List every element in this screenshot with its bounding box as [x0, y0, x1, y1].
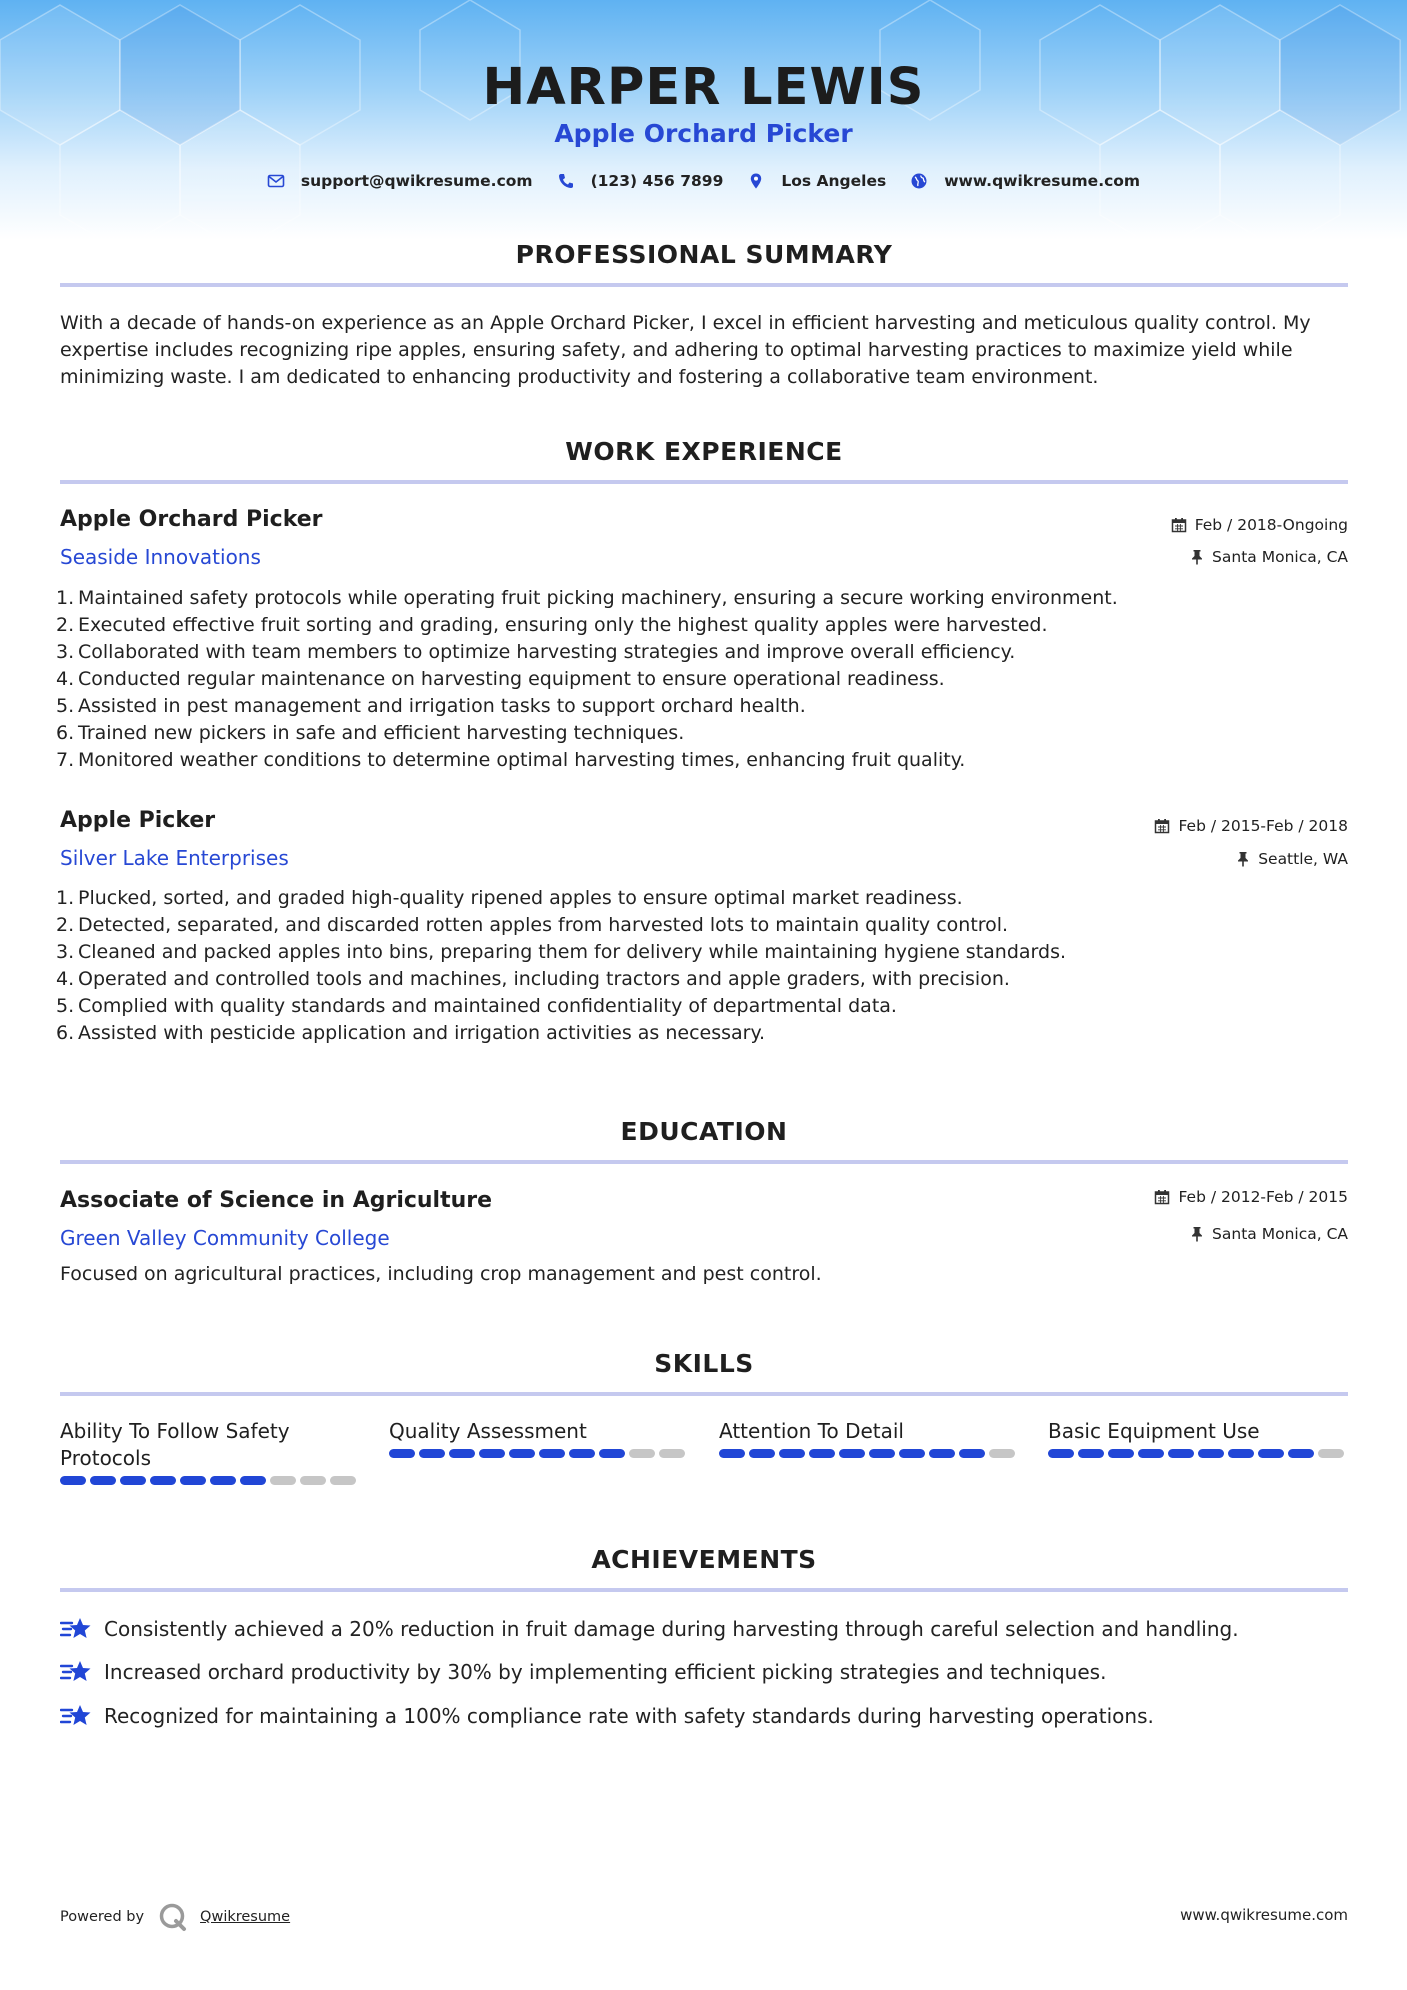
skill-segment-filled	[479, 1449, 505, 1458]
job-dates-text: Feb / 2018-Ongoing	[1194, 516, 1348, 534]
job-company: Silver Lake Enterprises	[60, 846, 289, 870]
star-award-icon	[60, 1658, 92, 1686]
list-item: 5. Assisted in pest management and irrigation tasks to support orchard health.	[56, 695, 806, 717]
skill-item	[389, 1418, 689, 1458]
skill-segment-filled	[60, 1476, 86, 1485]
list-item: 5. Complied with quality standards and maintained confidentiality of departmental data.	[56, 995, 897, 1017]
skill-segment-filled	[899, 1449, 925, 1458]
skill-segment-empty	[270, 1476, 296, 1485]
skill-segment-filled	[719, 1449, 745, 1458]
skill-segment-empty	[300, 1476, 326, 1485]
skill-segment-filled	[839, 1449, 865, 1458]
skill-segment-filled	[779, 1449, 805, 1458]
skill-segment-filled	[749, 1449, 775, 1458]
skill-segment-empty	[989, 1449, 1015, 1458]
phone-icon	[557, 172, 575, 190]
skill-item	[719, 1418, 1019, 1458]
pushpin-icon	[1236, 851, 1250, 867]
skill-segment-filled	[539, 1449, 565, 1458]
skill-segment-empty	[659, 1449, 685, 1458]
contact-website[interactable]	[910, 172, 1140, 190]
experience-heading: WORK EXPERIENCE	[565, 437, 843, 466]
skill-item	[60, 1418, 360, 1485]
job-title: Apple Picker	[60, 808, 216, 833]
skill-segment-filled	[449, 1449, 475, 1458]
education-heading: EDUCATION	[620, 1117, 788, 1146]
summary-line: With a decade of hands-on experience as an Apple Orchard Picker, I excel in efficient harvesting and meticulous quality control. My	[60, 312, 1311, 334]
contact-location-text: Los Angeles	[781, 172, 887, 190]
footer-website[interactable]: www.qwikresume.com	[1180, 1906, 1348, 1924]
qwikresume-logo-icon	[158, 1902, 188, 1932]
skill-segment-filled	[240, 1476, 266, 1485]
skill-segment-filled	[1138, 1449, 1164, 1458]
list-item: 2. Executed effective fruit sorting and grading, ensuring only the highest quality apples were harvested.	[56, 614, 1048, 636]
job-dates	[1171, 516, 1348, 534]
skill-segment-filled	[599, 1449, 625, 1458]
star-award-icon	[60, 1702, 92, 1730]
calendar-icon	[1154, 818, 1170, 834]
contact-phone-text: (123) 456 7899	[590, 172, 724, 190]
skills-divider	[60, 1392, 1348, 1396]
skill-segment-filled	[1198, 1449, 1224, 1458]
education-description: Focused on agricultural practices, including crop management and pest control.	[60, 1263, 822, 1285]
skill-segment-filled	[419, 1449, 445, 1458]
skill-segment-filled	[1168, 1449, 1194, 1458]
summary-divider	[60, 283, 1348, 287]
list-item: 6. Assisted with pesticide application and irrigation activities as necessary.	[56, 1022, 766, 1044]
skill-segment-filled	[929, 1449, 955, 1458]
achievement-item	[60, 1702, 1154, 1730]
skill-label: Ability To Follow Safety Protocols	[60, 1419, 290, 1470]
skill-segment-empty	[330, 1476, 356, 1485]
star-award-icon	[60, 1615, 92, 1643]
contact-bar	[0, 172, 1407, 190]
list-item: 6. Trained new pickers in safe and efficient harvesting techniques.	[56, 722, 685, 744]
skill-segment-filled	[1078, 1449, 1104, 1458]
education-degree: Associate of Science in Agriculture	[60, 1188, 493, 1213]
list-item: 1. Plucked, sorted, and graded high-quality ripened apples to ensure optimal market readiness.	[56, 887, 963, 909]
skill-segment-filled	[150, 1476, 176, 1485]
achievement-text: Recognized for maintaining a 100% compliance rate with safety standards during harvesting operations.	[104, 1704, 1154, 1728]
experience-divider	[60, 480, 1348, 484]
skill-rating-bar	[60, 1476, 360, 1485]
skill-segment-filled	[389, 1449, 415, 1458]
education-dates	[1154, 1188, 1348, 1206]
calendar-icon	[1171, 517, 1187, 533]
job-location-text: Santa Monica, CA	[1212, 548, 1348, 566]
skill-segment-empty	[1318, 1449, 1344, 1458]
skills-heading: SKILLS	[654, 1349, 754, 1378]
skill-segment-filled	[1108, 1449, 1134, 1458]
candidate-role: Apple Orchard Picker	[554, 119, 853, 148]
job-location	[1190, 548, 1348, 566]
list-item: 1. Maintained safety protocols while operating fruit picking machinery, ensuring a secure working environment.	[56, 587, 1118, 609]
job-responsibilities	[56, 585, 1336, 774]
skill-item	[1048, 1418, 1348, 1458]
contact-website-text: www.qwikresume.com	[944, 172, 1141, 190]
list-item: 4. Operated and controlled tools and machines, including tractors and apple graders, with precision.	[56, 968, 1010, 990]
education-school: Green Valley Community College	[60, 1226, 390, 1250]
list-item: 3. Cleaned and packed apples into bins, preparing them for delivery while maintaining hygiene standards.	[56, 941, 1067, 963]
job-title: Apple Orchard Picker	[60, 507, 323, 532]
pushpin-icon	[1190, 1226, 1204, 1242]
skill-segment-filled	[959, 1449, 985, 1458]
map-pin-icon	[747, 172, 765, 190]
candidate-name: HARPER LEWIS	[482, 58, 925, 117]
summary-text	[60, 310, 1350, 391]
skill-segment-filled	[180, 1476, 206, 1485]
pushpin-icon	[1190, 549, 1204, 565]
footer-powered-by	[60, 1902, 290, 1932]
list-item: 2. Detected, separated, and discarded rotten apples from harvested lots to maintain quality control.	[56, 914, 1009, 936]
contact-email-text: support@qwikresume.com	[300, 172, 533, 190]
job-location	[1236, 850, 1348, 868]
list-item: 4. Conducted regular maintenance on harvesting equipment to ensure operational readiness.	[56, 668, 945, 690]
achievements-heading: ACHIEVEMENTS	[591, 1545, 817, 1574]
envelope-icon	[267, 172, 285, 190]
summary-line: minimizing waste. I am dedicated to enhancing productivity and fostering a collaborative team environment.	[60, 366, 1099, 388]
skill-segment-filled	[509, 1449, 535, 1458]
achievements-divider	[60, 1588, 1348, 1592]
contact-email[interactable]	[267, 172, 533, 190]
achievement-text: Consistently achieved a 20% reduction in fruit damage during harvesting through careful selection and handling.	[104, 1617, 1239, 1641]
skill-label: Quality Assessment	[389, 1419, 587, 1443]
skill-label: Attention To Detail	[719, 1419, 904, 1443]
skill-segment-filled	[1228, 1449, 1254, 1458]
achievement-item	[60, 1658, 1106, 1686]
education-dates-text: Feb / 2012-Feb / 2015	[1178, 1188, 1348, 1206]
skill-rating-bar	[1048, 1449, 1348, 1458]
skill-label: Basic Equipment Use	[1048, 1419, 1260, 1443]
summary-heading: PROFESSIONAL SUMMARY	[515, 240, 893, 269]
skill-segment-filled	[569, 1449, 595, 1458]
achievement-item	[60, 1615, 1239, 1643]
skill-segment-filled	[1258, 1449, 1284, 1458]
list-item: 3. Collaborated with team members to optimize harvesting strategies and improve overall efficiency.	[56, 641, 1016, 663]
qwikresume-link[interactable]: Qwikresume	[200, 1909, 291, 1925]
summary-line: expertise includes recognizing ripe apples, ensuring safety, and adhering to optimal harvesting practices to maximize yield while	[60, 339, 1293, 361]
job-dates-text: Feb / 2015-Feb / 2018	[1178, 817, 1348, 835]
skill-segment-empty	[629, 1449, 655, 1458]
education-divider	[60, 1160, 1348, 1164]
job-location-text: Seattle, WA	[1258, 850, 1348, 868]
contact-location	[747, 172, 886, 190]
job-company: Seaside Innovations	[60, 545, 261, 569]
powered-by-label: Powered by	[60, 1909, 145, 1925]
education-location-text: Santa Monica, CA	[1212, 1225, 1348, 1243]
skill-rating-bar	[389, 1449, 689, 1458]
skill-segment-filled	[809, 1449, 835, 1458]
list-item: 7. Monitored weather conditions to determine optimal harvesting times, enhancing fruit quality.	[56, 749, 966, 771]
contact-phone[interactable]	[557, 172, 724, 190]
globe-icon	[910, 172, 928, 190]
skill-segment-filled	[210, 1476, 236, 1485]
skill-segment-filled	[1288, 1449, 1314, 1458]
skill-rating-bar	[719, 1449, 1019, 1458]
achievement-text: Increased orchard productivity by 30% by implementing efficient picking strategies and techniques.	[104, 1660, 1107, 1684]
skill-segment-filled	[1048, 1449, 1074, 1458]
job-dates	[1154, 817, 1348, 835]
skill-segment-filled	[120, 1476, 146, 1485]
education-location	[1190, 1225, 1348, 1243]
skill-segment-filled	[869, 1449, 895, 1458]
skill-segment-filled	[90, 1476, 116, 1485]
job-responsibilities	[56, 885, 1336, 1047]
calendar-icon	[1154, 1189, 1170, 1205]
